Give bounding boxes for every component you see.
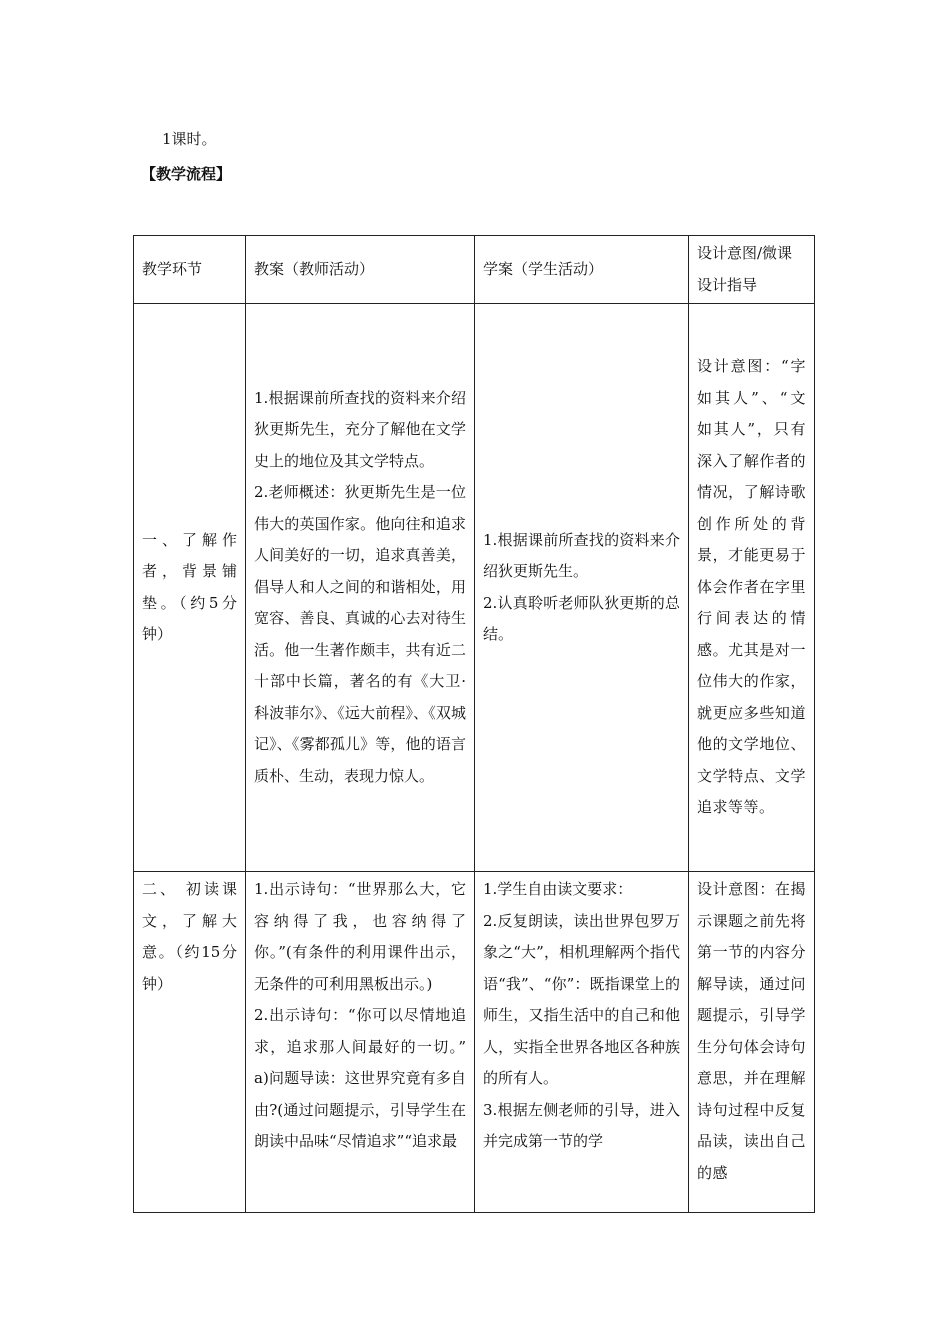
- teacher-activity-text: 1.根据课前所查找的资料来介绍狄更斯先生，充分了解他在文学史上的地位及其文学特点。 2.老师概述：狄更斯先生是一位伟大的英国作家。他向往和追求人间美好的一切，追求真善美，倡导人和人之间的和谐相处，用宽容、善良、真诚的心去对待生活。他一生著作颇丰，共有近二十部中长篇，著名的有《大卫·科波菲尔》、《远大前程》、《双城记》、《雾都孤儿》等，他的语言质朴、生动，表现力惊人。: [254, 388, 466, 785]
- table-row: [134, 304, 815, 872]
- teacher-cell: [246, 304, 475, 872]
- header-design-label: 设计意图/微课设计指导: [697, 244, 793, 294]
- table-header-row: [134, 236, 815, 304]
- header-student: [475, 236, 689, 304]
- design-cell: [689, 872, 815, 1213]
- header-design: [689, 236, 815, 304]
- stage-text: 二、 初读课文，了解大意。（约15分钟）: [142, 880, 237, 993]
- teacher-activity-text: 1.出示诗句：“世界那么大，它容纳得了我，也容纳得了你。”(有条件的利用课件出示，无条件的可利用黑板出示。) 2.出示诗句：“你可以尽情地追求，追求那人间最好的一切。” a)问题导读：这世界究竟有多自由?(通过问题提示，引导学生在朗读中品味“尽情追求”“追求最: [254, 880, 466, 1150]
- lesson-duration-text: 1课时。: [162, 130, 217, 148]
- header-teacher: [246, 236, 475, 304]
- design-intent-text: 设计意图：在揭示课题之前先将第一节的内容分解导读，通过问题提示，引导学生分句体会诗句意思，并在理解诗句过程中反复品读，读出自己的感: [697, 880, 806, 1182]
- student-cell: [475, 872, 689, 1213]
- stage-cell: [134, 872, 246, 1213]
- student-activity-text: 1.根据课前所查找的资料来介绍狄更斯先生。 2.认真聆听老师队狄更斯的总结。: [483, 530, 680, 643]
- teaching-flow-table: [133, 235, 815, 1213]
- student-activity-text: 1.学生自由读文要求： 2.反复朗读，读出世界包罗万象之“大”，相机理解两个指代语“我”、“你”：既指课堂上的师生，又指生活中的自己和他人，实指全世界各地区各种族的所有人。 3.根据左侧老师的引导，进入并完成第一节的学: [483, 880, 680, 1150]
- design-cell: [689, 304, 815, 872]
- student-cell: [475, 304, 689, 872]
- design-intent-text: 设计意图：“字如其人”、“文如其人”，只有深入了解作者的情况，了解诗歌创作所处的背景，才能更易于体会作者在字里行间表达的情感。尤其是对一位伟大的作家，就更应多些知道他的文学地位、文学特点、文学追求等等。: [697, 357, 806, 817]
- stage-text: 一、了解作者，背景铺垫。（约5分钟）: [142, 530, 237, 643]
- header-teacher-label: 教案（教师活动）: [254, 259, 375, 278]
- teacher-cell: [246, 872, 475, 1213]
- header-stage: [134, 236, 246, 304]
- stage-cell: [134, 304, 246, 872]
- header-stage-label: 教学环节: [142, 259, 203, 278]
- table-row: [134, 872, 815, 1213]
- header-student-label: 学案（学生活动）: [483, 259, 604, 278]
- section-heading: 【教学流程】: [141, 165, 232, 183]
